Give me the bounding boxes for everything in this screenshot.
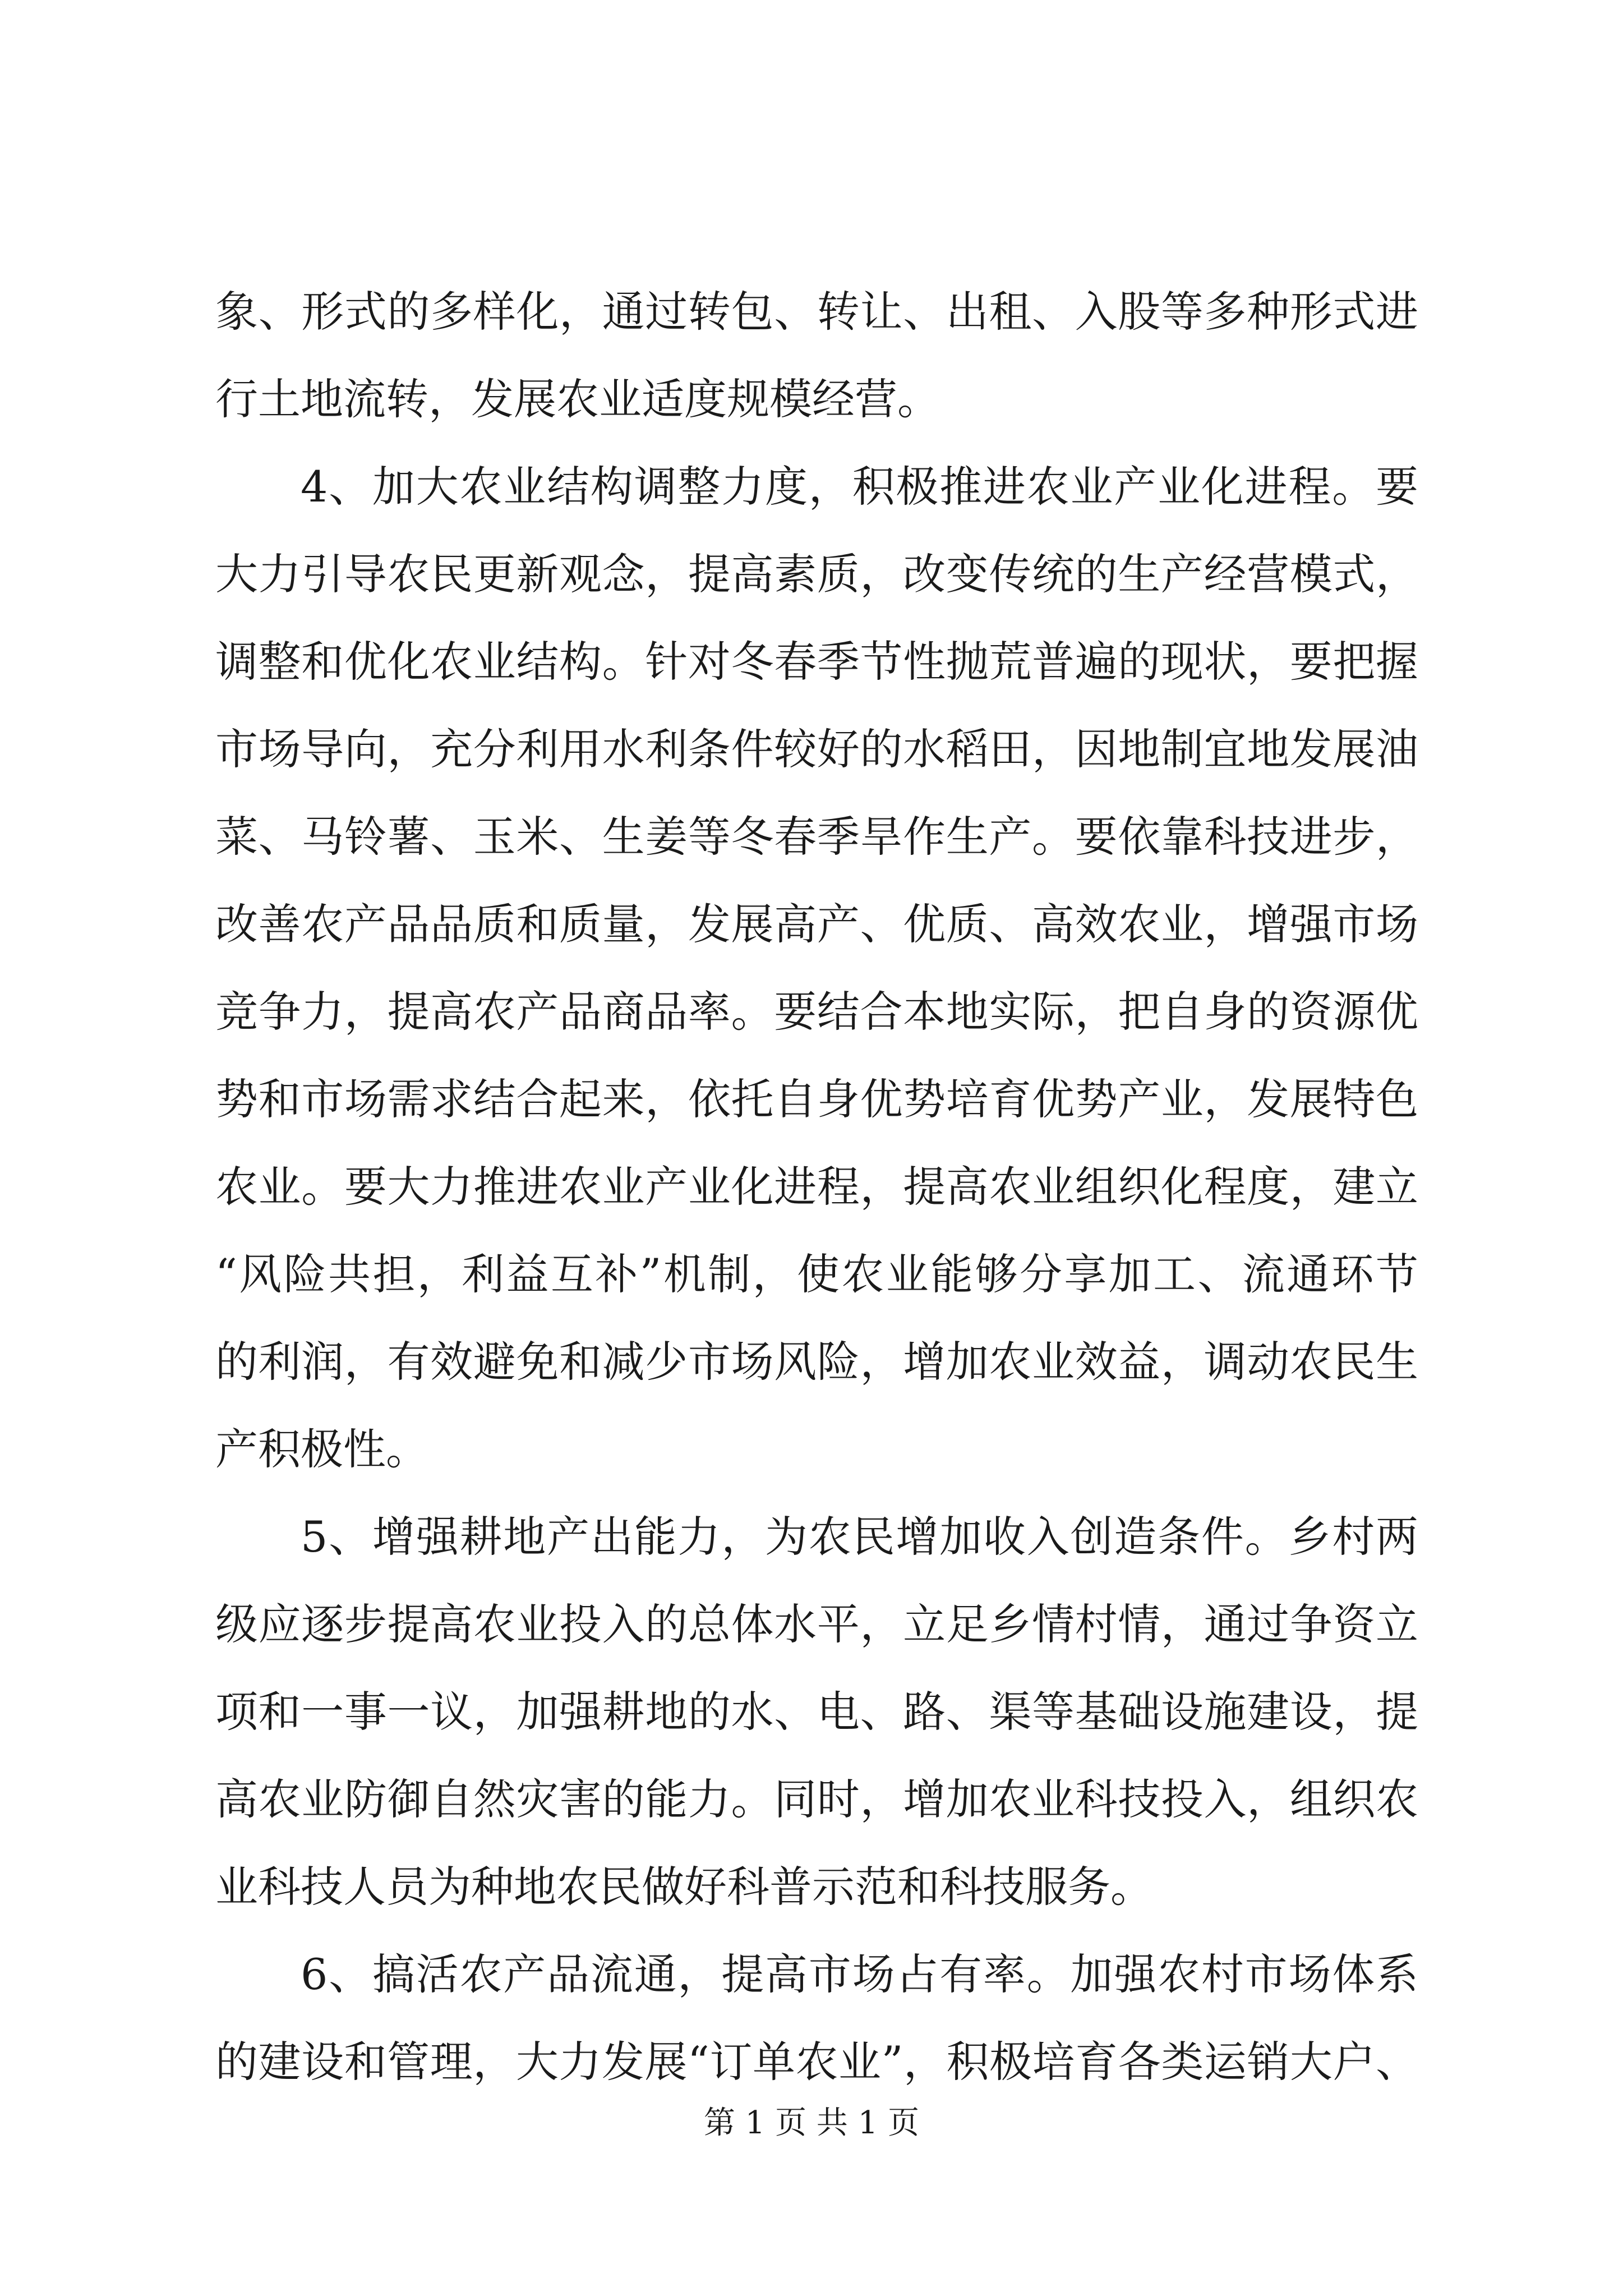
- text-line: 势和市场需求结合起来，依托自身优势培育优势产业，发展特色: [215, 1074, 1418, 1124]
- paragraph-start-line: 4、加大农业结构调整力度，积极推进农业产业化进程。要: [301, 462, 1418, 512]
- text-line: 的建设和管理，大力发展“订单农业”，积极培育各类运销大户、: [215, 2037, 1418, 2087]
- text-line: “风险共担，利益互补”机制，使农业能够分享加工、流通环节: [215, 1249, 1418, 1299]
- text-line: 市场导向，充分利用水利条件较好的水稻田，因地制宜地发展油: [215, 724, 1418, 774]
- text-line: 竞争力，提高农产品商品率。要结合本地实际，把自身的资源优: [215, 987, 1418, 1037]
- document-body: [215, 268, 1418, 2106]
- paragraph-start-line: 6、搞活农产品流通，提高市场占有率。加强农村市场体系: [301, 1949, 1418, 1999]
- text-line: 调整和优化农业结构。针对冬春季节性抛荒普遍的现状，要把握: [215, 637, 1418, 687]
- text-line: 大力引导农民更新观念，提高素质，改变传统的生产经营模式，: [215, 549, 1418, 599]
- text-line: 级应逐步提高农业投入的总体水平，立足乡情村情，通过争资立: [215, 1599, 1418, 1649]
- text-line: 项和一事一议，加强耕地的水、电、路、渠等基础设施建设，提: [215, 1687, 1418, 1737]
- paragraph-start-line: 5、增强耕地产出能力，为农民增加收入创造条件。乡村两: [301, 1512, 1418, 1562]
- text-line: 高农业防御自然灾害的能力。同时，增加农业科技投入，组织农: [215, 1774, 1418, 1824]
- text-line: 象、形式的多样化，通过转包、转让、出租、入股等多种形式进: [215, 287, 1418, 337]
- text-line: 农业。要大力推进农业产业化进程，提高农业组织化程度，建立: [215, 1162, 1418, 1212]
- text-line: 改善农产品品质和质量，发展高产、优质、高效农业，增强市场: [215, 899, 1418, 949]
- text-line: 的利润，有效避免和减少市场风险，增加农业效益，调动农民生: [215, 1337, 1418, 1387]
- text-line: 行土地流转，发展农业适度规模经营。: [215, 374, 940, 424]
- text-line: 菜、马铃薯、玉米、生姜等冬春季旱作生产。要依靠科技进步，: [215, 812, 1418, 862]
- text-line: 产积极性。: [215, 1424, 428, 1474]
- page-footer: 第 1 页 共 1 页: [703, 2105, 920, 2141]
- text-line: 业科技人员为种地农民做好科普示范和科技服务。: [215, 1862, 1153, 1912]
